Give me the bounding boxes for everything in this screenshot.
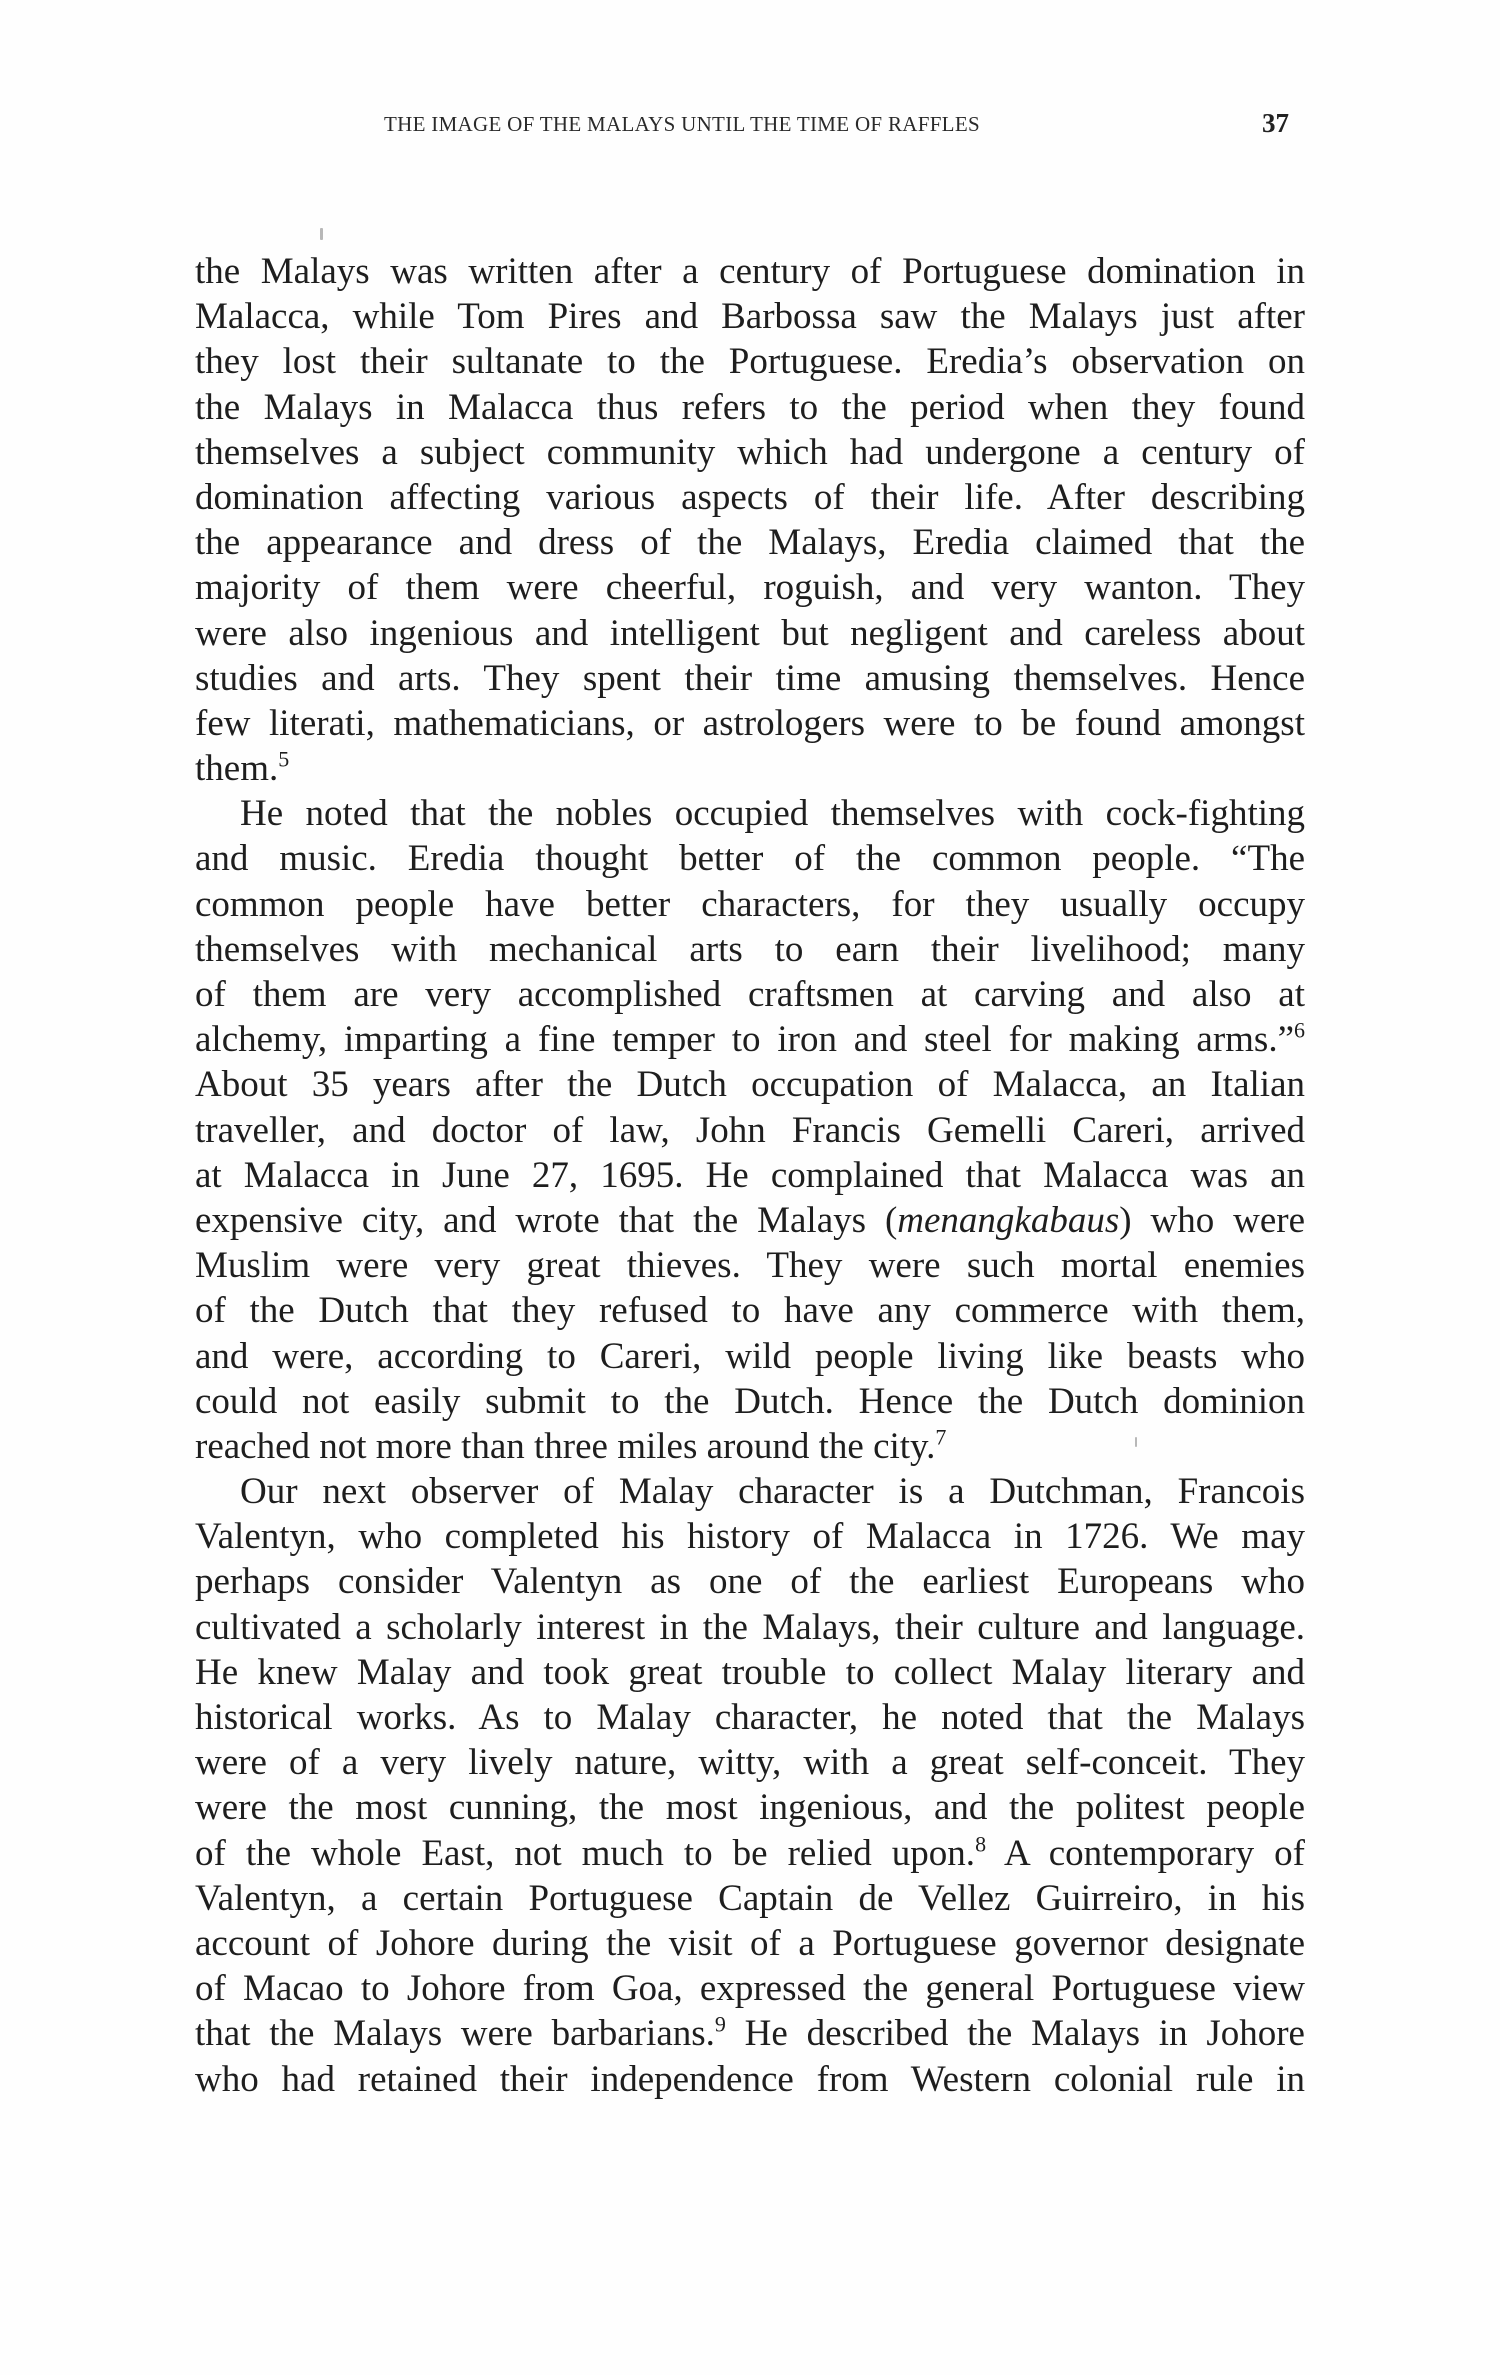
- line-text-after: He described the Malays in Johore: [725, 2013, 1305, 2055]
- line-text: domination affecting various aspects of their life. After describing: [195, 476, 1305, 518]
- line-text: reached not more than three miles around the city.: [195, 1425, 936, 1467]
- footnote-marker[interactable]: 6: [1294, 1017, 1305, 1043]
- text-line-content: [195, 294, 1305, 339]
- line-text: the appearance and dress of the Malays, Eredia claimed that the: [195, 522, 1305, 564]
- text-line: [195, 430, 1305, 475]
- line-text: cultivated a scholarly interest in the Malays, their culture and language.: [195, 1606, 1305, 1648]
- text-line-content: [195, 1921, 1305, 1966]
- text-line: [195, 927, 1305, 972]
- line-text: traveller, and doctor of law, John Francis Gemelli Careri, arrived: [195, 1109, 1305, 1151]
- text-line-content: [195, 611, 1305, 656]
- text-line-content: [195, 2057, 1305, 2102]
- line-text: expensive city, and wrote that the Malays (: [195, 1199, 898, 1241]
- text-line-content: [195, 385, 1305, 430]
- text-line: [195, 294, 1305, 339]
- footnote-marker[interactable]: 9: [714, 2011, 726, 2037]
- text-line-content: [195, 1108, 1305, 1153]
- text-line: [195, 1379, 1305, 1424]
- text-line: [195, 1876, 1305, 1921]
- text-line: [195, 2057, 1305, 2102]
- text-line: [195, 701, 1305, 746]
- line-text: of them are very accomplished craftsmen at carving and also at: [195, 974, 1305, 1015]
- text-line: [195, 339, 1305, 384]
- text-line-content: [195, 836, 1305, 881]
- text-line-content: [195, 1243, 1305, 1288]
- line-text: that the Malays were barbarians.: [195, 2013, 715, 2055]
- line-text-after: A contemporary of: [986, 1832, 1305, 1874]
- line-text: the Malays in Malacca thus refers to the period when they found: [195, 386, 1305, 428]
- line-text: account of Johore during the visit of a Portuguese governor designate: [195, 1922, 1305, 1964]
- text-line: [195, 972, 1305, 1017]
- line-text: historical works. As to Malay character, he noted that the Malays: [195, 1697, 1305, 1738]
- text-line-content: [195, 1153, 1305, 1198]
- text-line-content: [240, 791, 1305, 836]
- line-text: Our next observer of Malay character is a Dutchman, Francois: [240, 1471, 1305, 1513]
- text-line: [195, 1108, 1305, 1153]
- text-line: [195, 1243, 1305, 1288]
- text-line: [195, 249, 1305, 294]
- line-text: themselves with mechanical arts to earn their livelihood; many: [195, 928, 1305, 970]
- text-line: [195, 2011, 1305, 2056]
- line-text: common people have better characters, for they usually occupy: [195, 883, 1305, 925]
- line-text: and were, according to Careri, wild people living like beasts who: [195, 1335, 1305, 1377]
- line-text: at Malacca in June 27, 1695. He complained that Malacca was an: [195, 1154, 1305, 1196]
- text-line-content: [195, 1831, 1305, 1876]
- scan-speck: [1135, 1437, 1137, 1447]
- running-head-title: THE IMAGE OF THE MALAYS UNTIL THE TIME OF RAFFLES: [384, 112, 980, 136]
- text-line: [195, 1424, 1305, 1469]
- text-line-content: [195, 1695, 1305, 1740]
- page-number: 37: [1262, 108, 1289, 138]
- italic-term: menangkabaus: [897, 1199, 1120, 1241]
- line-text: alchemy, imparting a fine temper to iron and steel for making arms.”: [195, 1019, 1294, 1061]
- text-line-content: [195, 746, 1305, 791]
- text-line-content: [195, 520, 1305, 565]
- footnote-marker[interactable]: 7: [935, 1424, 947, 1450]
- line-text: perhaps consider Valentyn as one of the earliest Europeans who: [195, 1561, 1305, 1603]
- text-line: [195, 1831, 1305, 1876]
- line-text: few literati, mathematicians, or astrologers were to be found amongst: [195, 702, 1305, 744]
- line-text: could not easily submit to the Dutch. Hence the Dutch dominion: [195, 1380, 1305, 1422]
- text-line: [195, 1559, 1305, 1604]
- text-line: [195, 475, 1305, 520]
- line-text: About 35 years after the Dutch occupation of Malacca, an Italian: [195, 1064, 1305, 1106]
- line-text: studies and arts. They spent their time amusing themselves. Hence: [195, 657, 1305, 699]
- line-text: majority of them were cheerful, roguish, and very wanton. They: [195, 567, 1305, 609]
- text-line-content: [195, 927, 1305, 972]
- text-line-content: [195, 1379, 1305, 1424]
- line-text: He knew Malay and took great trouble to collect Malay literary and: [195, 1651, 1305, 1693]
- text-line-content: [195, 1740, 1305, 1785]
- text-line-content: [195, 565, 1305, 610]
- text-line: [195, 1288, 1305, 1333]
- line-text: were the most cunning, the most ingenious, and the politest people: [195, 1787, 1305, 1829]
- text-line-content: [195, 475, 1305, 520]
- footnote-marker[interactable]: 8: [975, 1831, 987, 1857]
- text-line: [195, 1695, 1305, 1740]
- body-text: [195, 249, 1305, 2102]
- line-text: the Malays was written after a century of Portuguese domination in: [195, 251, 1305, 292]
- text-line: [195, 1514, 1305, 1559]
- text-line: [195, 1062, 1305, 1107]
- text-line-content: [195, 1785, 1305, 1830]
- text-line: [195, 1198, 1305, 1243]
- line-text: Valentyn, who completed his history of Malacca in 1726. We may: [195, 1516, 1305, 1558]
- text-line: [195, 385, 1305, 430]
- text-line: [195, 836, 1305, 881]
- text-line: [195, 791, 1305, 836]
- text-line-content: [195, 1559, 1305, 1604]
- line-text: and music. Eredia thought better of the common people. “The: [195, 838, 1305, 880]
- text-line-content: [195, 1605, 1305, 1650]
- text-line-content: [195, 1966, 1305, 2011]
- text-line-content: [195, 701, 1305, 746]
- text-line: [195, 1740, 1305, 1785]
- text-line-content: [195, 882, 1305, 927]
- text-line-content: [195, 1424, 1305, 1469]
- text-line: [195, 1017, 1305, 1062]
- scan-speck: [320, 228, 323, 240]
- text-line: [195, 565, 1305, 610]
- text-line-content: [195, 656, 1305, 701]
- line-text: themselves a subject community which had undergone a century of: [195, 431, 1305, 473]
- line-text: Valentyn, a certain Portuguese Captain de Vellez Guirreiro, in his: [195, 1877, 1305, 1919]
- text-line: [195, 1605, 1305, 1650]
- text-line-content: [195, 1514, 1305, 1559]
- line-text: were also ingenious and intelligent but negligent and careless about: [195, 612, 1305, 654]
- line-text: Muslim were very great thieves. They were such mortal enemies: [195, 1245, 1305, 1287]
- text-line-content: [240, 1469, 1305, 1514]
- text-line: [195, 1334, 1305, 1379]
- line-text: they lost their sultanate to the Portuguese. Eredia’s observation on: [195, 341, 1305, 383]
- text-line: [195, 882, 1305, 927]
- line-text: who had retained their independence from Western colonial rule in: [195, 2058, 1305, 2100]
- text-line-content: [195, 1650, 1305, 1695]
- line-text: Malacca, while Tom Pires and Barbossa saw the Malays just after: [195, 296, 1305, 338]
- text-line: [195, 1921, 1305, 1966]
- text-line-content: [195, 339, 1305, 384]
- text-line: [195, 1785, 1305, 1830]
- text-line: [195, 520, 1305, 565]
- text-line: [195, 1966, 1305, 2011]
- text-line-content: [195, 2011, 1305, 2056]
- text-line-content: [195, 1017, 1305, 1062]
- text-line-content: [195, 972, 1305, 1017]
- text-line: [195, 611, 1305, 656]
- line-text: He noted that the nobles occupied themselves with cock-fighting: [240, 793, 1305, 835]
- text-line: [195, 1469, 1305, 1514]
- text-line-content: [195, 1334, 1305, 1379]
- text-line-content: [195, 249, 1305, 294]
- text-line-content: [195, 430, 1305, 475]
- text-line: [195, 746, 1305, 791]
- line-text: of the Dutch that they refused to have any commerce with them,: [195, 1290, 1305, 1332]
- text-line: [195, 1650, 1305, 1695]
- line-text: of Macao to Johore from Goa, expressed the general Portuguese view: [195, 1968, 1305, 2010]
- text-line-content: [195, 1876, 1305, 1921]
- line-text: them.: [195, 748, 279, 790]
- line-text: of the whole East, not much to be relied upon.: [195, 1832, 976, 1874]
- text-line: [195, 656, 1305, 701]
- line-text-after: ) who were: [1119, 1199, 1305, 1241]
- line-text: were of a very lively nature, witty, with a great self-conceit. They: [195, 1742, 1305, 1784]
- text-line-content: [195, 1062, 1305, 1107]
- text-line-content: [195, 1198, 1305, 1243]
- text-line-content: [195, 1288, 1305, 1333]
- text-line: [195, 1153, 1305, 1198]
- footnote-marker[interactable]: 5: [278, 746, 290, 772]
